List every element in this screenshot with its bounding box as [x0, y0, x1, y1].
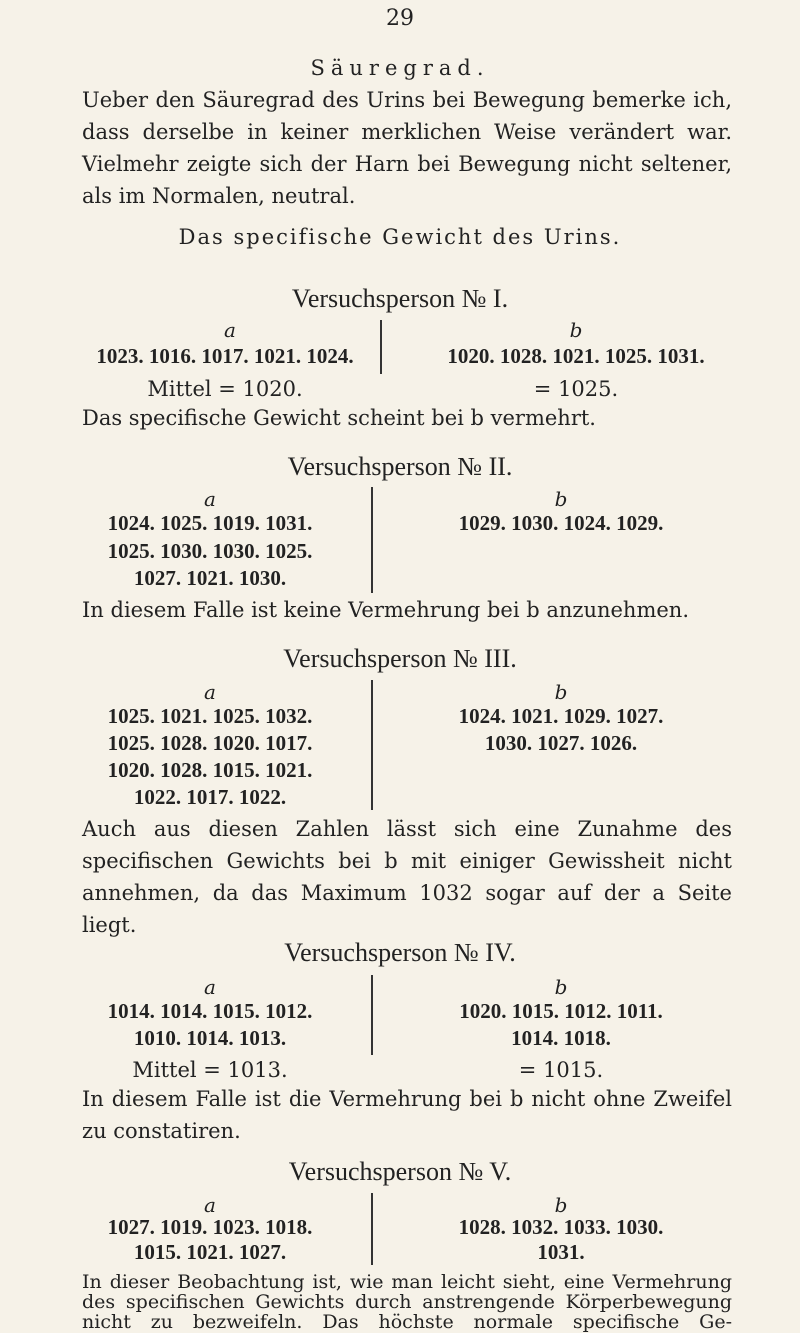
conclusion-4: In diesem Falle ist die Vermehrung bei b nicht ohne Zweifel zu constatiren. — [82, 1087, 732, 1143]
mean-b-4: = 1015. — [518, 1058, 604, 1082]
values-b-3-row-2: 1030. 1027. 1026. — [484, 731, 638, 755]
column-divider-2 — [371, 487, 373, 593]
conclusion-1: Das specifische Gewicht scheint bei b vermehrt. — [82, 406, 596, 430]
values-b-3-row-1: 1024. 1021. 1029. 1027. — [458, 704, 664, 728]
column-label-a-5: a — [204, 1193, 216, 1217]
person-title-2: Versuchsperson № II. — [287, 452, 513, 481]
column-label-b-2: b — [554, 487, 568, 511]
column-label-b-4: b — [554, 975, 568, 999]
person-title-5: Versuchsperson № V. — [288, 1157, 512, 1186]
values-a-5-row-1: 1027. 1019. 1023. 1018. — [107, 1215, 313, 1239]
section-heading-gewicht: Das specifische Gewicht des Urins. — [178, 225, 622, 249]
values-a-4-row-1: 1014. 1014. 1015. 1012. — [107, 999, 313, 1023]
values-a-5-row-2: 1015. 1021. 1027. — [133, 1240, 287, 1264]
values-b-1-row-1: 1020. 1028. 1021. 1025. 1031. — [447, 344, 705, 368]
mean-a-4: Mittel = 1013. — [132, 1058, 288, 1082]
column-divider-1 — [380, 320, 382, 374]
values-a-2-row-1: 1024. 1025. 1019. 1031. — [107, 511, 313, 535]
values-b-2-row-1: 1029. 1030. 1024. 1029. — [458, 511, 664, 535]
conclusion-5: In dieser Beobachtung ist, wie man leicht sieht, eine Vermehrung des specifischen Gewichts durch anstrengende Körperbewegung nicht zu bezweifeln. Das höchste normale specifische Ge- — [82, 1271, 732, 1333]
values-a-2-row-2: 1025. 1030. 1030. 1025. — [107, 539, 313, 563]
column-label-b-1: b — [569, 318, 583, 342]
column-divider-3 — [371, 680, 373, 810]
column-label-b-5: b — [554, 1193, 568, 1217]
values-a-3-row-2: 1025. 1028. 1020. 1017. — [107, 731, 313, 755]
column-divider-5 — [371, 1193, 373, 1265]
person-title-3: Versuchsperson № III. — [283, 644, 517, 673]
mean-b-1: = 1025. — [533, 377, 619, 401]
column-label-b-3: b — [554, 680, 568, 704]
values-a-4-row-2: 1010. 1014. 1013. — [133, 1026, 287, 1050]
values-a-3-row-3: 1020. 1028. 1015. 1021. — [107, 758, 313, 782]
values-b-4-row-2: 1014. 1018. — [511, 1026, 611, 1050]
values-b-5-row-2: 1031. — [537, 1240, 585, 1264]
page-number: 29 — [386, 6, 414, 31]
column-label-a-4: a — [204, 975, 216, 999]
column-label-a-3: a — [204, 680, 216, 704]
person-title-4: Versuchsperson № IV. — [284, 938, 516, 967]
mean-a-1: Mittel = 1020. — [147, 377, 303, 401]
column-label-a-1: a — [224, 318, 236, 342]
conclusion-3: Auch aus diesen Zahlen lässt sich eine Zunahme des specifischen Gewichts bei b mit einiger Gewissheit nicht annehmen, da das Maximum 1032 sogar auf der a Seite liegt. — [82, 817, 732, 937]
person-title-1: Versuchsperson № I. — [291, 284, 509, 313]
values-b-5-row-1: 1028. 1032. 1033. 1030. — [458, 1215, 664, 1239]
column-divider-4 — [371, 975, 373, 1055]
column-label-a-2: a — [204, 487, 216, 511]
conclusion-2: In diesem Falle ist keine Vermehrung bei b anzunehmen. — [82, 598, 689, 622]
values-a-3-row-1: 1025. 1021. 1025. 1032. — [107, 704, 313, 728]
values-a-2-row-3: 1027. 1021. 1030. — [133, 566, 287, 590]
values-a-3-row-4: 1022. 1017. 1022. — [133, 785, 287, 809]
values-a-1-row-1: 1023. 1016. 1017. 1021. 1024. — [96, 344, 354, 368]
section-heading-saeuregrad: Säuregrad. — [310, 56, 490, 80]
values-b-4-row-1: 1020. 1015. 1012. 1011. — [459, 999, 663, 1023]
paragraph-saeuregrad: Ueber den Säuregrad des Urins bei Bewegung bemerke ich, dass derselbe in keiner merklichen Weise verändert war. Vielmehr zeigte sich der Harn bei Bewegung nicht seltener, als im Normalen, neutral. — [82, 88, 732, 208]
